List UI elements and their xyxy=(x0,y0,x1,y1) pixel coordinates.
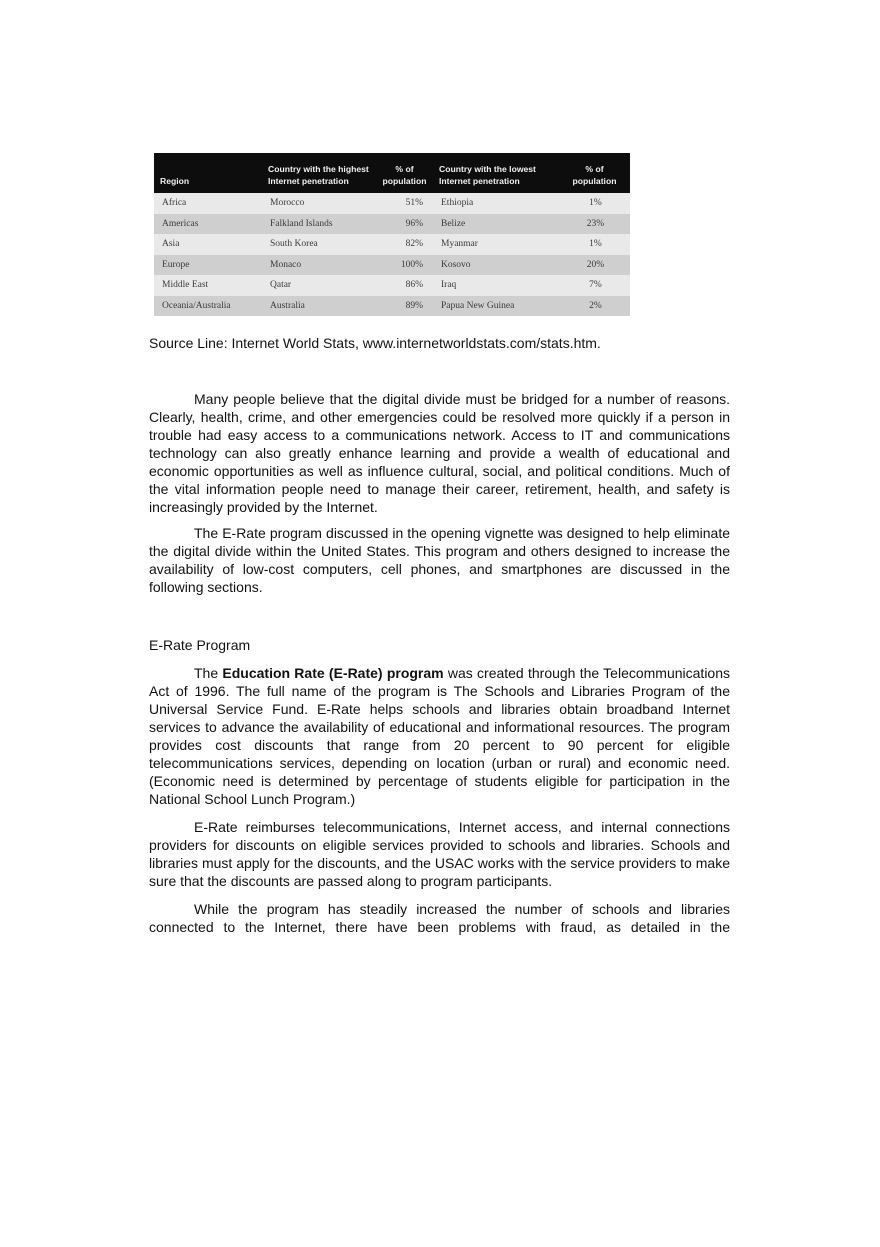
table-row xyxy=(154,234,630,255)
paragraph-erate-reimburses: E-Rate reimburses telecommunications, Internet access, and internal connections providers for discounts on eligible services provided to schools and libraries. Schools and libraries must apply for the discounts, and the USAC works with the service providers to make sure that the discounts are passed along to program participants. xyxy=(149,819,730,889)
intro-text-block xyxy=(149,390,730,596)
paragraph-erate-definition-post: was created through the Telecommunications Act of 1996. The full name of the program is The Schools and Libraries Program of the Universal Service Fund. E-Rate helps schools and libraries obtain broadband Internet services to advance the availability of educational and informational resources. The program provides cost discounts that range from 20 percent to 90 percent for eligible telecommunications services, depending on location (urban or rural) and economic need. (Economic need is determined by percentage of students eligible for participation in the National School Lunch Program.) xyxy=(149,665,731,807)
erate-text-block xyxy=(149,664,730,936)
cell-highest-country: Monaco xyxy=(262,255,374,276)
paragraph-erate-fraud: While the program has steadily increased the number of schools and libraries connected to the Internet, there have been problems with fraud, as detailed in the xyxy=(149,901,730,935)
paragraph-erate-definition-pre: The xyxy=(194,665,223,681)
cell-region: Asia xyxy=(154,234,262,255)
cell-lowest-country: Papua New Guinea xyxy=(433,296,557,317)
table-row xyxy=(154,275,630,296)
table-row xyxy=(154,214,630,235)
cell-highest-country: Australia xyxy=(262,296,374,317)
cell-region: Europe xyxy=(154,255,262,276)
table-row xyxy=(154,193,630,214)
cell-lowest-percent: 1% xyxy=(557,193,630,214)
source-line: Source Line: Internet World Stats, www.internetworldstats.com/stats.htm. xyxy=(149,335,601,351)
cell-highest-country: Morocco xyxy=(262,193,374,214)
cell-highest-percent: 100% xyxy=(374,255,433,276)
section-heading-erate: E-Rate Program xyxy=(149,637,251,653)
internet-penetration-table xyxy=(154,153,630,316)
cell-region: Oceania/Australia xyxy=(154,296,262,317)
cell-lowest-percent: 7% xyxy=(557,275,630,296)
key-term-erate: Education Rate (E-Rate) program xyxy=(222,665,444,681)
cell-highest-country: South Korea xyxy=(262,234,374,255)
header-region: Region xyxy=(154,153,262,193)
cell-lowest-percent: 2% xyxy=(557,296,630,317)
table-row xyxy=(154,296,630,317)
cell-highest-percent: 96% xyxy=(374,214,433,235)
cell-lowest-percent: 20% xyxy=(557,255,630,276)
cell-region: Middle East xyxy=(154,275,262,296)
cell-highest-percent: 89% xyxy=(374,296,433,317)
cell-lowest-country: Myanmar xyxy=(433,234,557,255)
header-highest-percent: % of population xyxy=(374,153,433,193)
table-row xyxy=(154,255,630,276)
cell-region: Americas xyxy=(154,214,262,235)
cell-highest-country: Qatar xyxy=(262,275,374,296)
internet-penetration-table-container xyxy=(154,153,630,316)
paragraph-erate-definition xyxy=(149,664,730,808)
cell-highest-percent: 86% xyxy=(374,275,433,296)
cell-highest-country: Falkland Islands xyxy=(262,214,374,235)
paragraph-erate-vignette: The E-Rate program discussed in the opening vignette was designed to help eliminate the digital divide within the United States. This program and others designed to increase the availability of low-cost computers, cell phones, and smartphones are discussed in the following sections. xyxy=(149,525,730,595)
header-highest-country: Country with the highest Internet penetration xyxy=(262,153,374,193)
paragraph-digital-divide: Many people believe that the digital divide must be bridged for a number of reasons. Clearly, health, crime, and other emergencies could be resolved more quickly if a person in trouble had easy access to a communications network. Access to IT and communications technology can also greatly enhance learning and provide a wealth of educational and economic opportunities as well as influence cultural, social, and political conditions. Much of the vital information people need to manage their career, retirement, health, and safety is increasingly provided by the Internet. xyxy=(149,391,730,515)
header-lowest-percent: % of population xyxy=(557,153,630,193)
cell-lowest-percent: 1% xyxy=(557,234,630,255)
cell-lowest-country: Ethiopia xyxy=(433,193,557,214)
cell-lowest-country: Belize xyxy=(433,214,557,235)
cell-region: Africa xyxy=(154,193,262,214)
cell-highest-percent: 51% xyxy=(374,193,433,214)
cell-lowest-percent: 23% xyxy=(557,214,630,235)
cell-highest-percent: 82% xyxy=(374,234,433,255)
header-lowest-country: Country with the lowest Internet penetration xyxy=(433,153,557,193)
cell-lowest-country: Kosovo xyxy=(433,255,557,276)
table-header-row xyxy=(154,153,630,193)
cell-lowest-country: Iraq xyxy=(433,275,557,296)
